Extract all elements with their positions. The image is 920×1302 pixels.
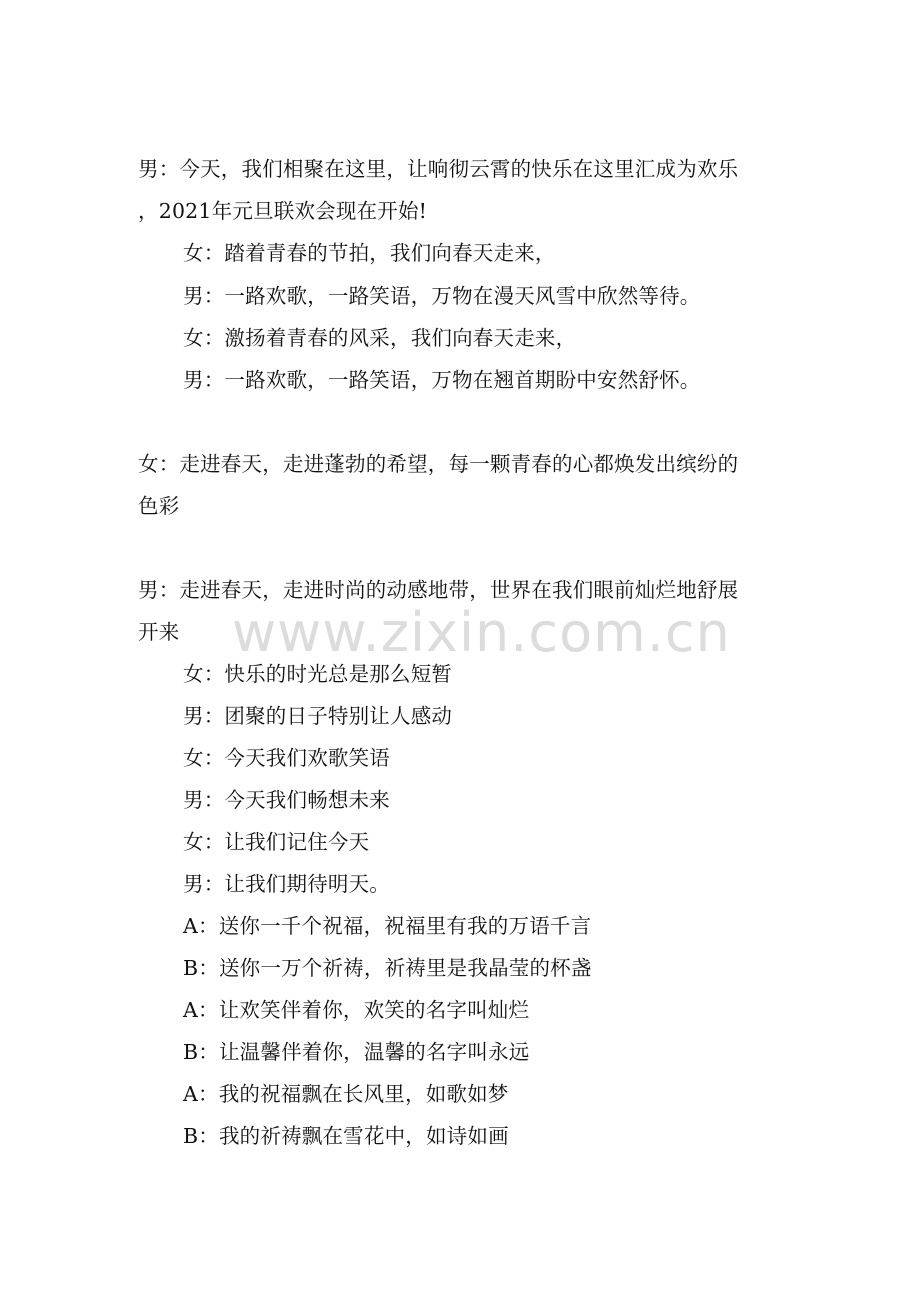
script-line-11: 女：快乐的时光总是那么短暂 (183, 662, 453, 686)
script-line-4: 男：一路欢歌，一路笑语，万物在漫天风雪中欣然等待。 (183, 284, 701, 308)
script-line-5: 女：激扬着青春的风采，我们向春天走来， (183, 326, 577, 350)
script-line-1: 男：今天，我们相聚在这里，让响彻云霄的快乐在这里汇成为欢乐 (138, 157, 739, 181)
script-line-17: A：送你一千个祝福，祝福里有我的万语千言 (183, 914, 592, 938)
script-line-19: A：让欢笑伴着你，欢笑的名字叫灿烂 (183, 998, 530, 1022)
script-line-9: 男：走进春天，走进时尚的动感地带，世界在我们眼前灿烂地舒展 (138, 578, 739, 602)
script-line-8: 色彩 (138, 494, 180, 518)
script-line-21: A：我的祝福飘在长风里，如歌如梦 (183, 1082, 509, 1106)
script-line-12: 男：团聚的日子特别让人感动 (183, 704, 453, 728)
script-line-22: B：我的祈祷飘在雪花中，如诗如画 (183, 1124, 509, 1148)
script-line-10: 开来 (138, 620, 180, 644)
script-line-13: 女：今天我们欢歌笑语 (183, 746, 390, 770)
watermark: www.zixin.com.cn (232, 601, 731, 664)
script-line-14: 男：今天我们畅想未来 (183, 788, 390, 812)
script-line-20: B：让温馨伴着你，温馨的名字叫永远 (183, 1040, 530, 1064)
script-line-6: 男：一路欢歌，一路笑语，万物在翘首期盼中安然舒怀。 (183, 368, 701, 392)
script-line-18: B：送你一万个祈祷，祈祷里是我晶莹的杯盏 (183, 956, 592, 980)
script-line-7: 女：走进春天，走进蓬勃的希望，每一颗青春的心都焕发出缤纷的 (138, 452, 739, 476)
script-line-15: 女：让我们记住今天 (183, 830, 370, 854)
script-line-2: ，2021年元旦联欢会现在开始! (138, 199, 428, 223)
script-line-3: 女：踏着青春的节拍，我们向春天走来， (183, 241, 556, 265)
script-line-16: 男：让我们期待明天。 (183, 872, 390, 896)
